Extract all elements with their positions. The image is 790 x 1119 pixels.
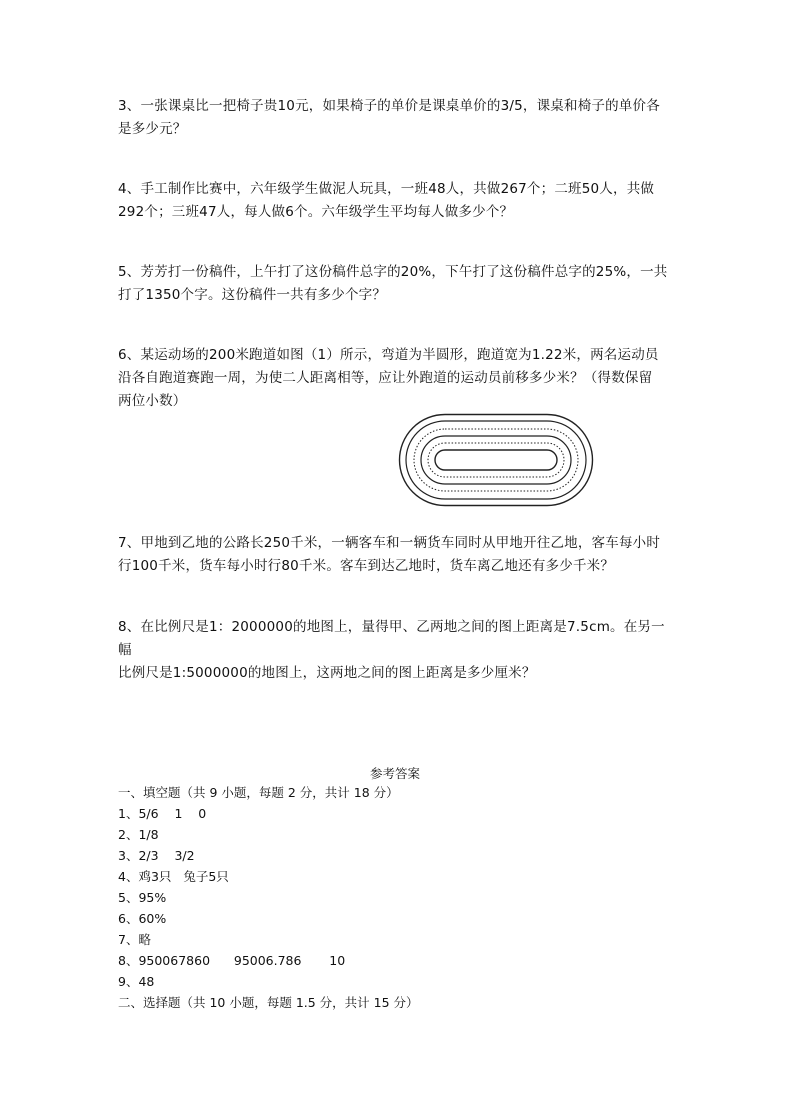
track-outer-edge [400, 415, 593, 506]
answer-item-5: 5、95% [118, 890, 167, 905]
running-track-figure [398, 413, 594, 507]
track-inner-edge [435, 450, 557, 470]
answer-item-3: 3、2/3 3/2 [118, 848, 195, 863]
question-6-line-2: 沿各自跑道赛跑一周，为使二人距离相等，应让外跑道的运动员前移多少米？（得数保留 [118, 370, 653, 386]
answer-item-7: 7、略 [118, 932, 151, 947]
track-lane-dotted-inner [428, 443, 564, 477]
question-6-line-1: 6、某运动场的200米跑道如图（1）所示，弯道为半圆形，跑道宽为1.22米，两名运动员 [118, 347, 659, 363]
answer-item-6: 6、60% [118, 911, 167, 926]
question-5 [118, 261, 678, 307]
answer-item-2: 2、1/8 [118, 827, 159, 842]
question-7-line-1: 7、甲地到乙地的公路长250千米，一辆客车和一辆货车同时从甲地开往乙地，客车每小时 [118, 535, 661, 551]
answer-section-2-heading: 二、选择题（共 10 小题，每题 1.5 分，共计 15 分） [118, 995, 419, 1010]
question-7-line-2: 行100千米，货车每小时行80千米。客车到达乙地时，货车离乙地还有多少千米？ [118, 558, 615, 574]
answer-item-8: 8、950067860 95006.786 10 [118, 953, 346, 968]
question-4-line-2: 292个；三班47人，每人做6个。六年级学生平均每人做多少个？ [118, 204, 514, 220]
answer-item-4: 4、鸡3只 兔子5只 [118, 869, 229, 884]
question-3 [118, 95, 678, 141]
answer-key-title: 参考答案 [369, 766, 420, 781]
question-8-line-1: 8、在比例尺是1：2000000的地图上，量得甲、乙两地之间的图上距离是7.5cm。在另一幅 [118, 619, 665, 658]
question-8 [118, 616, 678, 685]
question-3-line-1: 3、一张课桌比一把椅子贵10元，如果椅子的单价是课桌单价的3/5，课桌和椅子的单价各 [118, 98, 660, 114]
question-3-line-2: 是多少元？ [118, 121, 187, 137]
question-5-line-1: 5、芳芳打一份稿件，上午打了这份稿件总字的20%，下午打了这份稿件总字的25%，一共 [118, 264, 668, 280]
question-4-line-1: 4、手工制作比赛中，六年级学生做泥人玩具，一班48人，共做267个；二班50人，共做 [118, 181, 655, 197]
question-8-line-2: 比例尺是1:5000000的地图上，这两地之间的图上距离是多少厘米？ [118, 665, 536, 681]
question-6 [118, 344, 678, 413]
answer-section-1-heading: 一、填空题（共 9 小题，每题 2 分，共计 18 分） [118, 785, 399, 800]
question-4 [118, 178, 678, 224]
question-5-line-2: 打了1350个字。这份稿件一共有多少个字？ [118, 287, 387, 303]
answer-item-9: 9、48 [118, 974, 155, 989]
answer-item-1: 1、5/6 1 0 [118, 806, 207, 821]
track-lane-line-1 [406, 421, 586, 499]
question-7 [118, 532, 678, 578]
question-6-line-3: 两位小数） [118, 393, 187, 409]
track-lane-dotted-outer [414, 429, 578, 491]
